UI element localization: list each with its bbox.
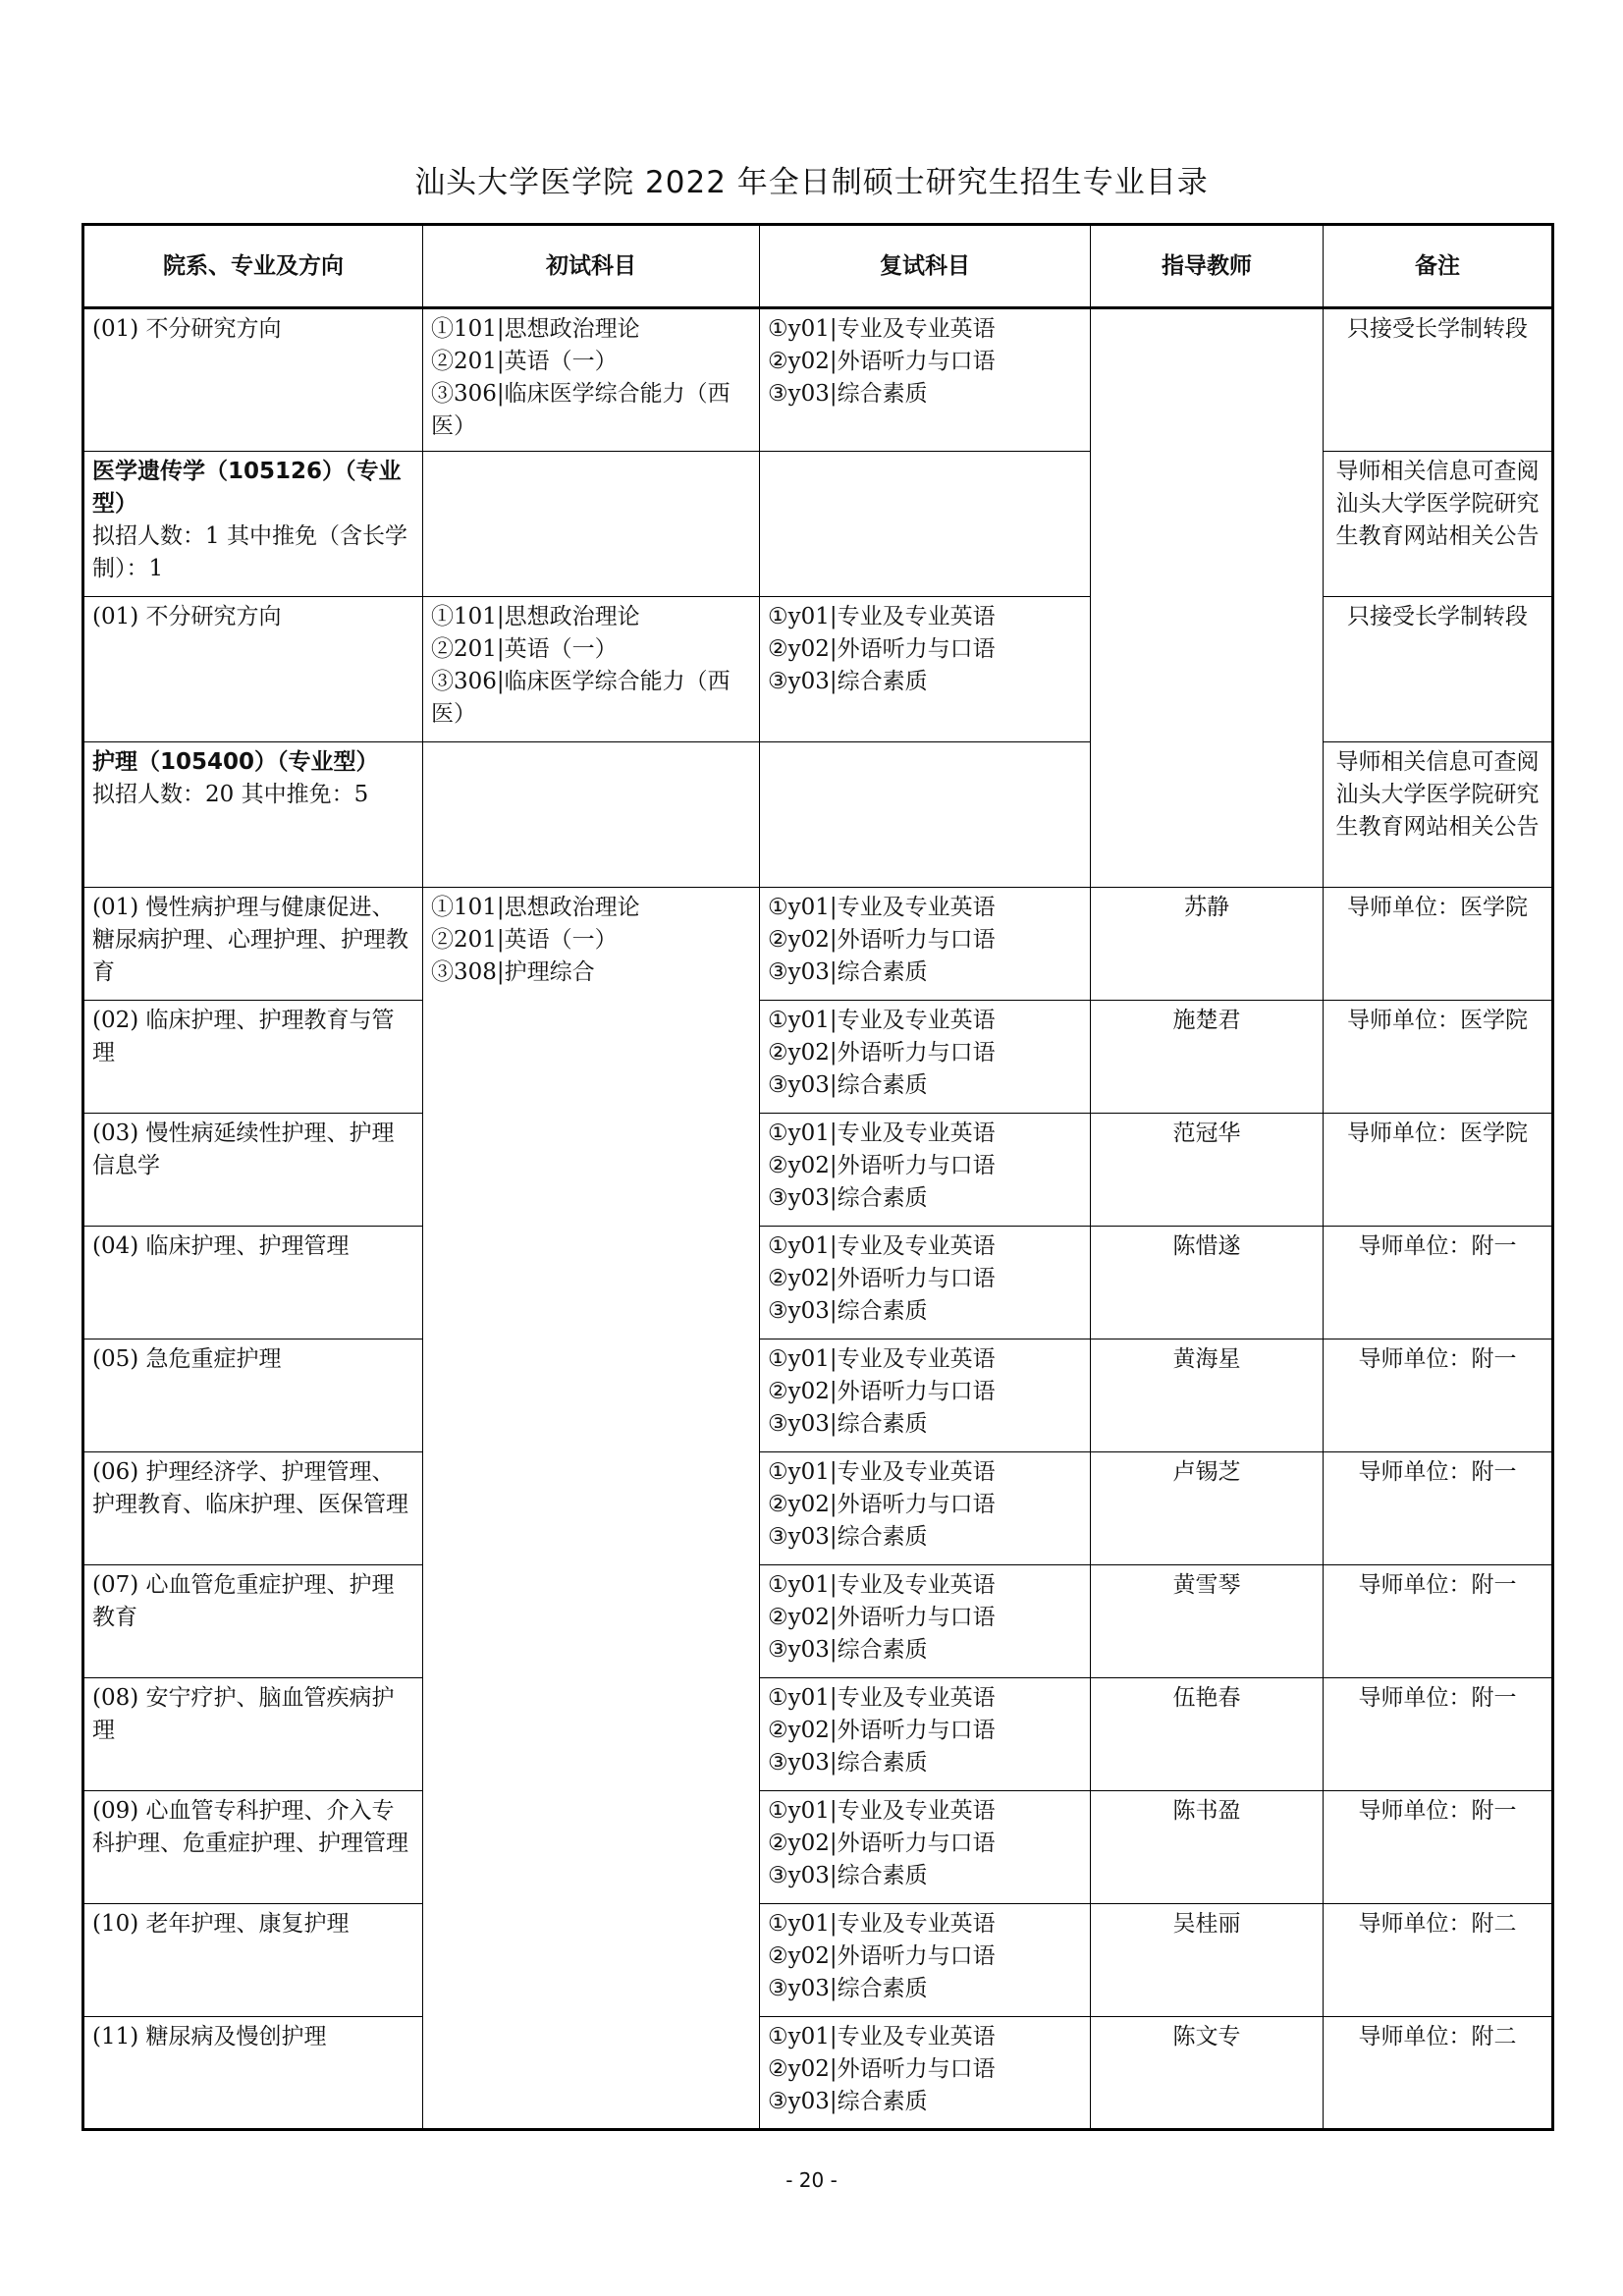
advisor-cell: 范冠华 <box>1091 1114 1324 1227</box>
retest-cell: ①y01|专业及专业英语 ②y02|外语听力与口语 ③y03|综合素质 <box>760 1904 1091 2017</box>
retest-cell: ①y01|专业及专业英语 ②y02|外语听力与口语 ③y03|综合素质 <box>760 1339 1091 1452</box>
note-cell: 只接受长学制转段 <box>1324 308 1553 452</box>
header-retest-subjects: 复试科目 <box>760 225 1091 308</box>
advisor-cell: 施楚君 <box>1091 1001 1324 1114</box>
direction-row-04 <box>83 1227 1553 1339</box>
program-row-nursing <box>83 742 1553 888</box>
retest-cell: ①y01|专业及专业英语 ②y02|外语听力与口语 ③y03|综合素质 <box>760 2017 1091 2130</box>
advisor-cell: 吴桂丽 <box>1091 1904 1324 2017</box>
program-row-genetics <box>83 452 1553 597</box>
retest-cell: ①y01|专业及专业英语 ②y02|外语听力与口语 ③y03|综合素质 <box>760 597 1091 742</box>
note-cell: 导师单位：附一 <box>1324 1565 1553 1678</box>
retest-cell: ①y01|专业及专业英语 ②y02|外语听力与口语 ③y03|综合素质 <box>760 1001 1091 1114</box>
exam-cell: ①101|思想政治理论 ②201|英语（一） ③306|临床医学综合能力（西医） <box>423 597 760 742</box>
direction-cell: (11) 糖尿病及慢创护理 <box>83 2017 423 2130</box>
note-cell: 导师单位：附一 <box>1324 1678 1553 1791</box>
advisor-cell: 黄雪琴 <box>1091 1565 1324 1678</box>
retest-cell: ①y01|专业及专业英语 ②y02|外语听力与口语 ③y03|综合素质 <box>760 1452 1091 1565</box>
advisor-cell: 陈书盈 <box>1091 1791 1324 1904</box>
table-row <box>83 597 1553 742</box>
advisor-cell: 伍艳春 <box>1091 1678 1324 1791</box>
direction-cell: (01) 慢性病护理与健康促进、糖尿病护理、心理护理、护理教育 <box>83 888 423 1001</box>
program-cell: 护理（105400）（专业型） 拟招人数：20 其中推免：5 <box>83 742 423 888</box>
note-cell: 导师单位：医学院 <box>1324 1001 1553 1114</box>
retest-cell: ①y01|专业及专业英语 ②y02|外语听力与口语 ③y03|综合素质 <box>760 1114 1091 1227</box>
direction-cell: (01) 不分研究方向 <box>83 597 423 742</box>
header-row <box>83 225 1553 308</box>
program-cell: 医学遗传学（105126）（专业型） 拟招人数：1 其中推免（含长学制）：1 <box>83 452 423 597</box>
direction-cell: (02) 临床护理、护理教育与管理 <box>83 1001 423 1114</box>
retest-cell: ①y01|专业及专业英语 ②y02|外语听力与口语 ③y03|综合素质 <box>760 888 1091 1001</box>
table-row <box>83 308 1553 452</box>
retest-cell-empty <box>760 452 1091 597</box>
direction-row-06 <box>83 1452 1553 1565</box>
retest-cell: ①y01|专业及专业英语 ②y02|外语听力与口语 ③y03|综合素质 <box>760 1678 1091 1791</box>
note-cell: 导师单位：附二 <box>1324 2017 1553 2130</box>
advisor-cell: 苏静 <box>1091 888 1324 1001</box>
page-title: 汕头大学医学院 2022 年全日制硕士研究生招生专业目录 <box>414 165 1209 200</box>
direction-row-07 <box>83 1565 1553 1678</box>
retest-cell: ①y01|专业及专业英语 ②y02|外语听力与口语 ③y03|综合素质 <box>760 1791 1091 1904</box>
advisor-cell: 陈文专 <box>1091 2017 1324 2130</box>
direction-row-01 <box>83 888 1553 1001</box>
direction-cell: (07) 心血管危重症护理、护理教育 <box>83 1565 423 1678</box>
direction-row-09 <box>83 1791 1553 1904</box>
advisor-cell: 黄海星 <box>1091 1339 1324 1452</box>
note-cell: 导师单位：附一 <box>1324 1791 1553 1904</box>
retest-cell: ①y01|专业及专业英语 ②y02|外语听力与口语 ③y03|综合素质 <box>760 308 1091 452</box>
advisor-cell: 陈惜遂 <box>1091 1227 1324 1339</box>
nursing-exam-cell: ①101|思想政治理论 ②201|英语（一） ③308|护理综合 <box>423 888 760 2130</box>
page-number: - 20 - <box>785 2168 838 2192</box>
note-cell: 导师单位：医学院 <box>1324 888 1553 1001</box>
header-department: 院系、专业及方向 <box>83 225 423 308</box>
direction-cell: (01) 不分研究方向 <box>83 308 423 452</box>
retest-cell: ①y01|专业及专业英语 ②y02|外语听力与口语 ③y03|综合素质 <box>760 1565 1091 1678</box>
note-cell: 导师相关信息可查阅汕头大学医学院研究生教育网站相关公告 <box>1324 742 1553 888</box>
advisor-cell: 卢锡芝 <box>1091 1452 1324 1565</box>
exam-cell-empty <box>423 742 760 888</box>
note-cell: 导师单位：附一 <box>1324 1227 1553 1339</box>
advisor-cell-empty <box>1091 308 1324 888</box>
direction-cell: (06) 护理经济学、护理管理、护理教育、临床护理、医保管理 <box>83 1452 423 1565</box>
direction-cell: (03) 慢性病延续性护理、护理信息学 <box>83 1114 423 1227</box>
retest-cell-empty <box>760 742 1091 888</box>
note-cell: 只接受长学制转段 <box>1324 597 1553 742</box>
direction-row-11 <box>83 2017 1553 2130</box>
note-cell: 导师单位：附一 <box>1324 1452 1553 1565</box>
direction-cell: (08) 安宁疗护、脑血管疾病护理 <box>83 1678 423 1791</box>
catalog-table <box>81 223 1554 2131</box>
direction-cell: (05) 急危重症护理 <box>83 1339 423 1452</box>
exam-cell-empty <box>423 452 760 597</box>
direction-row-03 <box>83 1114 1553 1227</box>
note-cell: 导师相关信息可查阅汕头大学医学院研究生教育网站相关公告 <box>1324 452 1553 597</box>
note-cell: 导师单位：附二 <box>1324 1904 1553 2017</box>
header-advisor: 指导教师 <box>1091 225 1324 308</box>
direction-row-05 <box>83 1339 1553 1452</box>
direction-row-10 <box>83 1904 1553 2017</box>
direction-cell: (04) 临床护理、护理管理 <box>83 1227 423 1339</box>
direction-row-08 <box>83 1678 1553 1791</box>
direction-row-02 <box>83 1001 1553 1114</box>
header-notes: 备注 <box>1324 225 1553 308</box>
exam-cell: ①101|思想政治理论 ②201|英语（一） ③306|临床医学综合能力（西医） <box>423 308 760 452</box>
direction-cell: (09) 心血管专科护理、介入专科护理、危重症护理、护理管理 <box>83 1791 423 1904</box>
note-cell: 导师单位：医学院 <box>1324 1114 1553 1227</box>
direction-cell: (10) 老年护理、康复护理 <box>83 1904 423 2017</box>
retest-cell: ①y01|专业及专业英语 ②y02|外语听力与口语 ③y03|综合素质 <box>760 1227 1091 1339</box>
header-exam-subjects: 初试科目 <box>423 225 760 308</box>
note-cell: 导师单位：附一 <box>1324 1339 1553 1452</box>
